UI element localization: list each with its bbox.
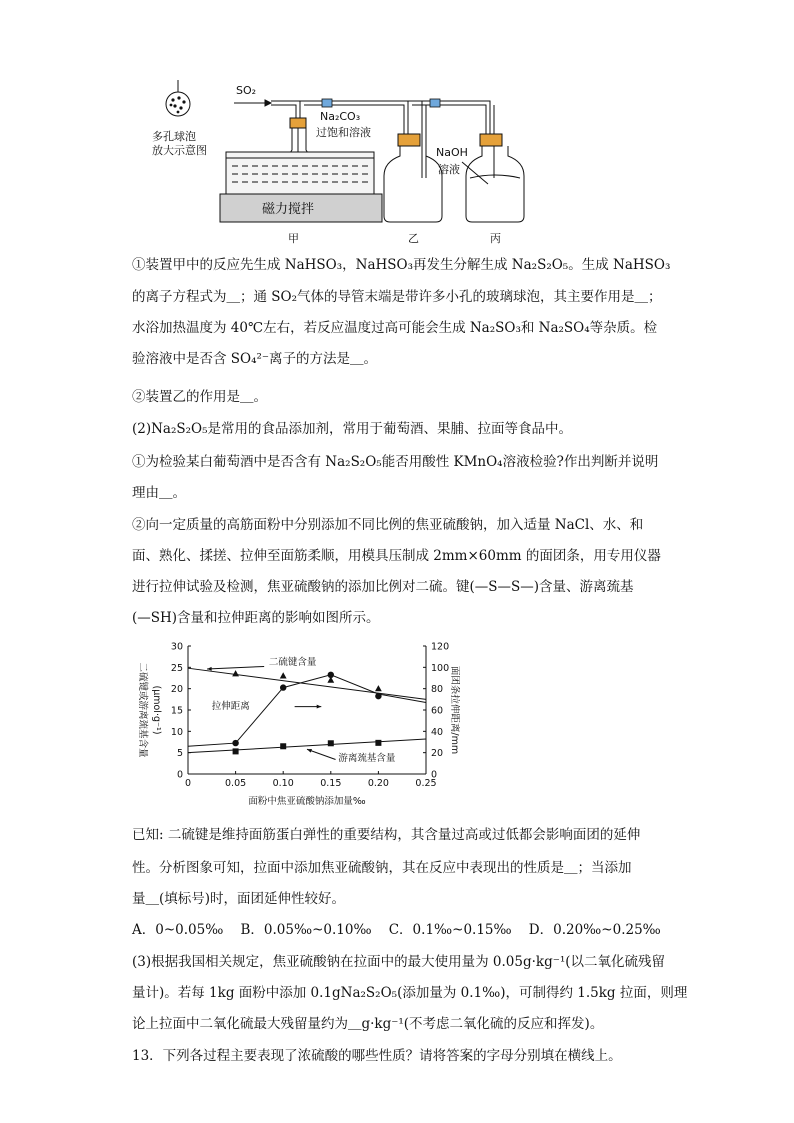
- point-0: [375, 685, 382, 691]
- y-right-tick-label: 20: [431, 748, 444, 760]
- bubble-caption-1: 多孔球泡: [152, 130, 196, 143]
- x-tick-label: 0.25: [415, 778, 437, 789]
- point-0: [232, 670, 239, 676]
- point-2: [280, 743, 286, 749]
- apparatus-diagram: [140, 80, 560, 250]
- series-label-arrow-0: [207, 666, 264, 669]
- p3-line-3: 论上拉面中二氧化硫最大残留量约为＿g·kg⁻¹(不考虑二氧化硫的反应和挥发)。: [132, 1016, 604, 1032]
- x-tick-label: 0.15: [320, 778, 342, 789]
- bottle-yi: [384, 134, 442, 222]
- series-label-arrowhead-1: [317, 705, 322, 709]
- point-2: [328, 740, 334, 746]
- p3-line-2: 量计)。若每 1kg 面粉中添加 0.1gNa₂S₂O₅(添加量为 0.1‰)，可制得约 1.5kg 拉面，则理: [132, 985, 688, 1001]
- bubble-caption-2: 放大示意图: [152, 144, 207, 157]
- caption-bing: 丙: [490, 232, 501, 245]
- y-right-tick-label: 40: [431, 726, 444, 738]
- p2-q1-line-2: 理由＿。: [132, 485, 186, 501]
- y-left-tick-label: 20: [170, 684, 183, 696]
- point-1: [375, 693, 381, 699]
- point-1: [232, 740, 238, 746]
- y-left-tick-label: 25: [170, 662, 183, 674]
- q2-line: ②装置乙的作用是＿。: [132, 389, 267, 405]
- series-line-2: [188, 739, 426, 753]
- p2-q2-line-2: 面、熟化、揉搓、拉伸至面筋柔顺，用模具压制成 2mm×60mm 的面团条，用专用仪器: [132, 548, 661, 564]
- caption-yi: 乙: [408, 232, 419, 245]
- x-axis-label: 面粉中焦亚硫酸钠添加量‰: [248, 796, 366, 807]
- y-right-tick-label: 120: [431, 641, 450, 653]
- point-2: [375, 740, 381, 746]
- naoh-label-2: 溶液: [438, 163, 460, 176]
- series-label-2: 游离巯基含量: [338, 753, 396, 765]
- porous-bulb-illustration: [166, 80, 190, 116]
- y-left-tick-label: 0: [176, 769, 183, 781]
- series-label-1: 拉伸距离: [211, 701, 250, 713]
- q1-line-3: 水浴加热温度为 40℃左右，若反应温度过高可能会生成 Na₂SO₃和 Na₂SO₄等杂质。检: [132, 320, 658, 336]
- known-line-1: 已知: 二硫键是维持面筋蛋白弹性的重要结构，其含量过高或过低都会影响面团的延伸: [132, 827, 641, 843]
- p3-line-1: (3)根据我国相关规定，焦亚硫酸钠在拉面中的最大使用量为 0.05g·kg⁻¹(以二氧化硫残留: [132, 954, 666, 970]
- point-0: [280, 672, 287, 678]
- naoh-label: NaOH: [436, 146, 468, 159]
- water-bath: [226, 152, 374, 194]
- so2-label: SO₂: [236, 84, 257, 97]
- stirrer-label: 磁力搅拌: [262, 202, 315, 217]
- q1-line-2: 的离子方程式为＿；通 SO₂气体的导管末端是带许多小孔的玻璃球泡，其主要作用是＿；: [132, 289, 662, 305]
- known-line-2: 性。分析图象可知，拉面中添加焦亚硫酸钠，其在反应中表现出的性质是＿；当添加: [132, 860, 632, 876]
- y-right-tick-label: 0: [431, 769, 438, 781]
- x-tick-label: 0.05: [225, 778, 247, 789]
- y-right-tick-label: 100: [431, 662, 450, 674]
- x-tick-label: 0.10: [272, 778, 294, 789]
- y-right-tick-label: 60: [431, 705, 444, 717]
- q1-line-1: ①装置甲中的反应先生成 NaHSO₃，NaHSO₃再发生分解生成 Na₂S₂O₅。生成 NaHSO₃: [132, 257, 671, 273]
- y-left-tick-label: 30: [170, 641, 183, 653]
- p2-q1-line-1: ①为检验某白葡萄酒中是否含有 Na₂S₂O₅能否用酸性 KMnO₄溶液检验?作出判断并说明: [132, 454, 659, 470]
- series-label-0: 二硫键含量: [268, 656, 317, 668]
- na2co3-label: Na₂CO₃: [320, 110, 361, 123]
- x-tick-label: 0.20: [367, 778, 389, 789]
- p2-q2-line-1: ②向一定质量的高筋面粉中分别添加不同比例的焦亚硫酸钠，加入适量 NaCl、水、和: [132, 517, 644, 533]
- question-13: 13．下列各过程主要表现了浓硫酸的哪些性质？请将答案的字母分别填在横线上。: [132, 1048, 622, 1064]
- y-left-tick-label: 5: [176, 748, 183, 760]
- q1-line-4: 验溶液中是否含 SO₄²⁻离子的方法是＿。: [132, 351, 378, 367]
- caption-jia: 甲: [288, 232, 299, 245]
- chart: [130, 636, 460, 810]
- na2co3-label-2: 过饱和溶液: [316, 126, 371, 139]
- y-left-axis-label: 二硫键或游离巯基含量: [137, 662, 148, 758]
- p2-q2-line-4: (—SH)含量和拉伸距离的影响如图所示。: [132, 610, 380, 626]
- series-label-arrowhead-2: [307, 749, 312, 753]
- point-1: [280, 684, 286, 690]
- point-2: [233, 748, 239, 754]
- known-line-3: 量＿(填标号)时，面团延伸性较好。: [132, 891, 346, 907]
- answer-options: A．0~0.05‰ B．0.05‰~0.10‰ C．0.1‰~0.15‰ D．0.20‰~0.25‰: [132, 922, 661, 938]
- clamp-1: [322, 99, 332, 107]
- bottle-bing: [462, 134, 524, 222]
- y-left-axis-unit: (μmol·g⁻¹): [151, 685, 162, 735]
- y-right-tick-label: 80: [431, 684, 444, 696]
- p2-q2-line-3: 进行拉伸试验及检测，焦亚硫酸钠的添加比例对二硫。键(—S—S—)含量、游离巯基: [132, 579, 634, 595]
- p2-intro: (2)Na₂S₂O₅是常用的食品添加剂，常用于葡萄酒、果脯、拉面等食品中。: [132, 421, 573, 437]
- point-1: [328, 672, 334, 678]
- x-tick-label: 0: [184, 778, 192, 789]
- clamp-2: [430, 99, 440, 107]
- y-right-axis-label: 面团条拉伸距离/mm: [449, 665, 460, 755]
- y-left-tick-label: 15: [170, 705, 183, 717]
- y-left-tick-label: 10: [170, 726, 183, 738]
- series-label-arrowhead-0: [207, 667, 212, 671]
- series-line-0: [188, 668, 426, 699]
